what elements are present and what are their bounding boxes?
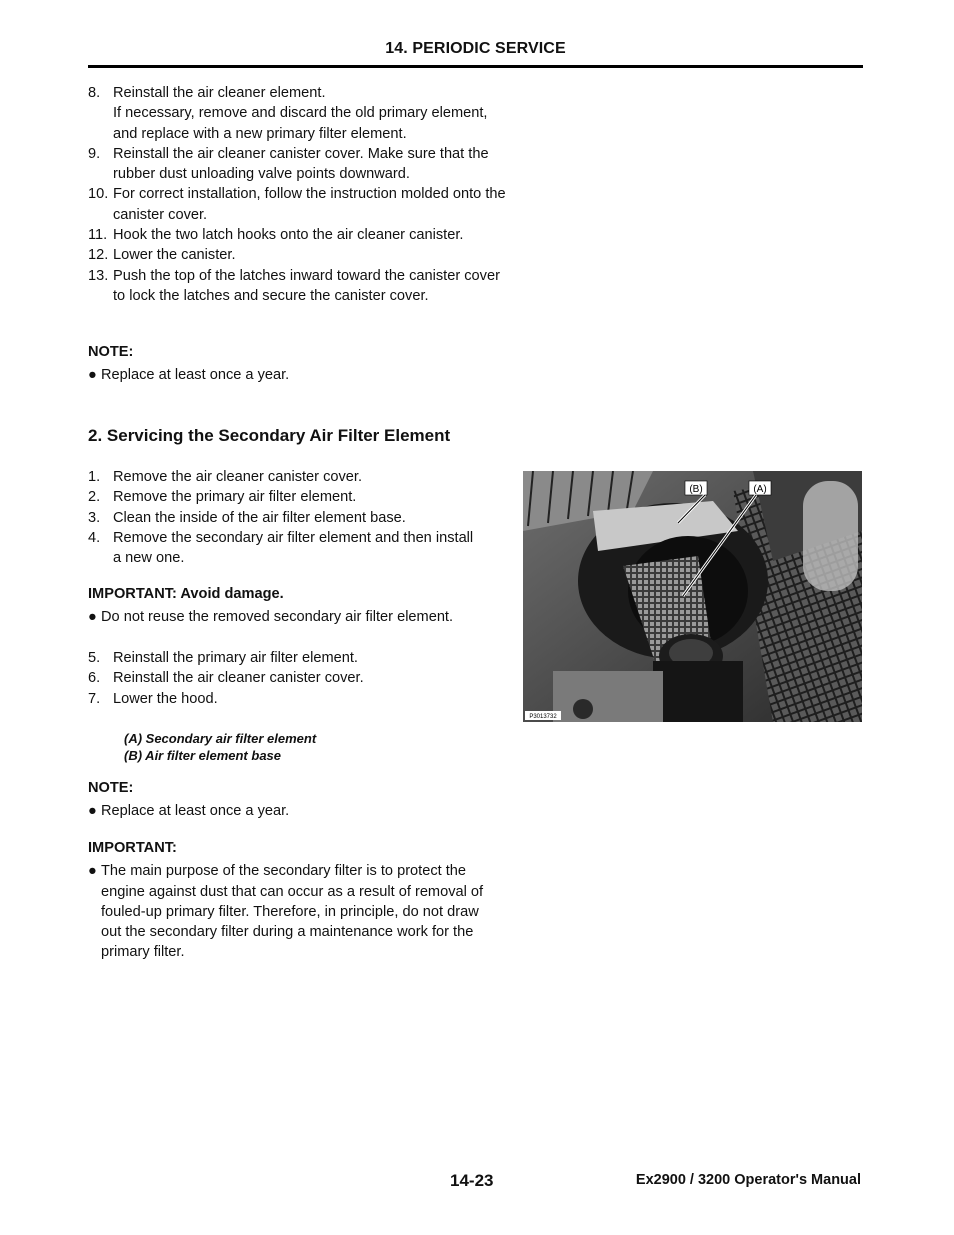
header-rule	[88, 65, 863, 68]
air-filter-photo	[523, 471, 862, 722]
step-number: 13.	[88, 267, 109, 284]
step-number: 10.	[88, 186, 109, 203]
step-text: Lower the canister.	[113, 247, 236, 264]
important-label: IMPORTANT: Avoid damage.	[88, 586, 284, 602]
important-block-2	[88, 838, 488, 963]
step-number: 12.	[88, 247, 109, 264]
list-item	[88, 528, 478, 569]
photo-label-b: (B)	[689, 484, 703, 495]
note-label: NOTE:	[88, 344, 134, 360]
step-number: 9.	[88, 145, 101, 162]
step-number: 5.	[88, 650, 101, 666]
list-item	[88, 245, 508, 265]
list-item	[88, 266, 508, 307]
bullet-icon: ●	[88, 863, 97, 880]
note-text: Replace at least once a year.	[101, 367, 290, 384]
list-item	[88, 467, 478, 487]
step-text: Reinstall the air cleaner element. If necessary, remove and discard the old primary element, and replace with a new primary filter element.	[113, 85, 488, 142]
step-text: Lower the hood.	[113, 690, 218, 707]
step-number: 11.	[88, 227, 108, 244]
step-number: 2.	[88, 489, 101, 506]
list-item	[88, 225, 508, 245]
step-text: Remove the air cleaner canister cover.	[113, 469, 363, 485]
step-text: Remove the primary air filter element.	[113, 489, 357, 506]
bullet-icon: ●	[88, 803, 97, 820]
note-bullet	[88, 801, 508, 821]
important-text: Do not reuse the removed secondary air filter element.	[101, 609, 454, 626]
list-item	[88, 184, 508, 225]
step-number: 6.	[88, 670, 101, 687]
important-label: IMPORTANT:	[88, 840, 177, 856]
page-number: 14-23	[450, 1171, 494, 1190]
step-number: 8.	[88, 85, 101, 101]
important-text: The main purpose of the secondary filter is to protect the engine against dust that can occur as a result of removal of fouled-up primary filter. Therefore, in principle, do not draw out the secondary filter during a maintenance work for the primary filter.	[101, 863, 484, 961]
photo-label-a: (A)	[753, 484, 767, 495]
step-text: Reinstall the primary air filter element.	[113, 650, 358, 666]
list-item	[88, 668, 508, 688]
list-item	[88, 144, 508, 185]
important-block-1	[88, 584, 488, 628]
step-number: 7.	[88, 690, 101, 707]
photo-code: P3013732	[529, 714, 557, 720]
bullet-icon: ●	[88, 609, 97, 626]
list-item	[88, 83, 508, 144]
important-bullet	[88, 607, 488, 627]
list-item	[88, 648, 508, 668]
step-number: 1.	[88, 469, 101, 485]
steps-list-b	[88, 467, 478, 568]
step-text: Reinstall the air cleaner canister cover.	[113, 670, 364, 687]
step-text: Remove the secondary air filter element and then install a new one.	[113, 529, 474, 567]
steps-list-c	[88, 648, 508, 709]
list-item	[88, 508, 478, 528]
manual-title: Ex2900 / 3200 Operator's Manual	[635, 1172, 861, 1188]
section-title: 2. Servicing the Secondary Air Filter Element	[88, 426, 451, 445]
step-text: Reinstall the air cleaner canister cover. Make sure that the rubber dust unloading valve points downward.	[113, 145, 489, 183]
caption-a: (A) Secondary air filter element	[124, 731, 317, 746]
note-block-2	[88, 778, 508, 822]
list-item	[88, 689, 508, 709]
step-text: For correct installation, follow the instruction molded onto the canister cover.	[113, 186, 506, 223]
note-bullet	[88, 365, 508, 385]
step-number: 4.	[88, 529, 101, 546]
list-item	[88, 487, 478, 507]
note-text: Replace at least once a year.	[101, 803, 290, 820]
note-block-1	[88, 342, 508, 386]
caption-b: (B) Air filter element base	[124, 748, 282, 763]
step-text: Hook the two latch hooks onto the air cleaner canister.	[113, 227, 464, 244]
step-text: Clean the inside of the air filter element base.	[113, 509, 406, 526]
page-header-title: 14. PERIODIC SERVICE	[385, 40, 566, 57]
important-bullet	[88, 861, 488, 962]
note-label: NOTE:	[88, 780, 134, 796]
step-text: Push the top of the latches inward toward the canister cover to lock the latches and secure the canister cover.	[113, 267, 500, 304]
bullet-icon: ●	[88, 367, 97, 384]
steps-list-a	[88, 83, 508, 306]
step-number: 3.	[88, 509, 101, 526]
figure-caption	[124, 730, 316, 764]
